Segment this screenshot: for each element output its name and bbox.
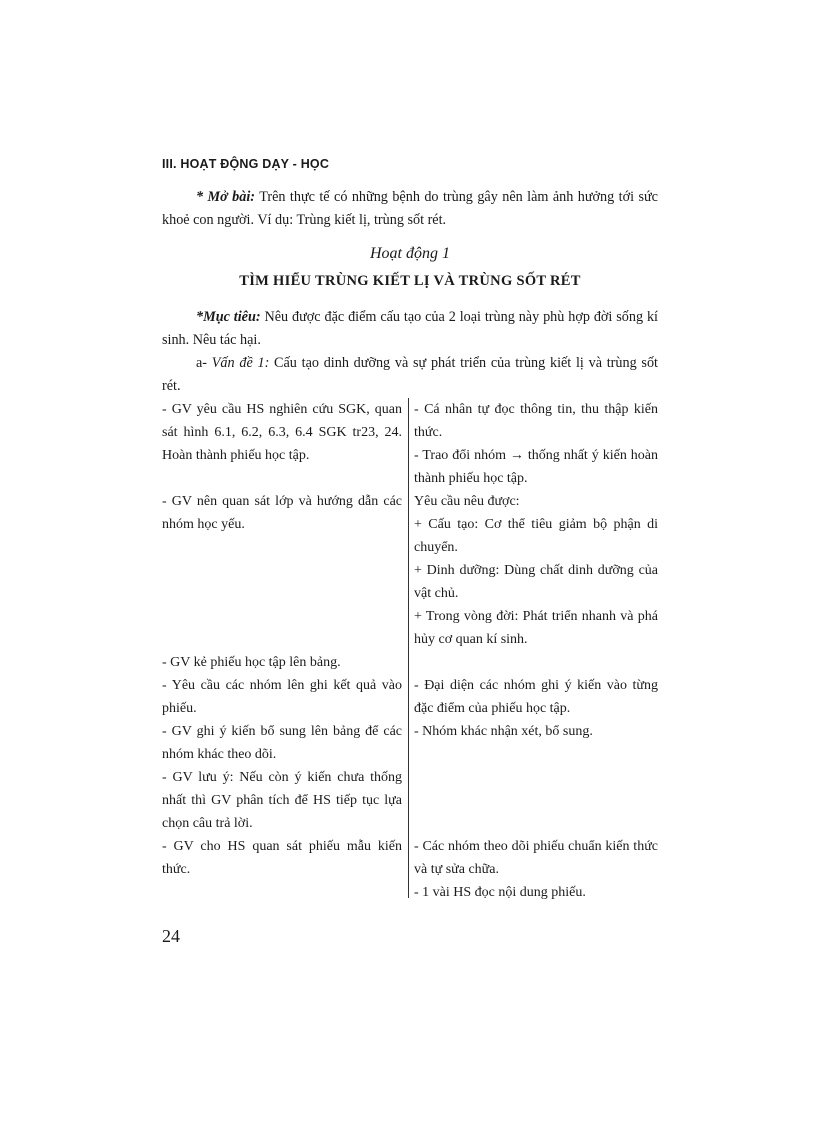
teacher-step-5: - GV ghi ý kiến bổ sung lên bảng để các nhóm khác theo dõi. xyxy=(162,724,402,762)
goal-label: *Mục tiêu: xyxy=(196,309,261,325)
student-step-9: - Các nhóm theo dõi phiếu chuẩn kiến thức và tự sửa chữa. xyxy=(414,839,658,877)
teacher-step-4: - Yêu cầu các nhóm lên ghi kết quả vào phiếu. xyxy=(162,678,402,716)
section-heading: III. HOẠT ĐỘNG DẠY - HỌC xyxy=(162,157,330,171)
student-step-1: - Cá nhân tự đọc thông tin, thu thập kiến thức. xyxy=(414,402,658,440)
teacher-step-3: - GV kẻ phiếu học tập lên bảng. xyxy=(162,655,341,670)
intro-paragraph xyxy=(162,186,658,232)
student-step-3: Yêu cầu nêu được: xyxy=(414,494,520,509)
student-step-8: - Nhóm khác nhận xét, bổ sung. xyxy=(414,724,593,739)
issue-label: Vấn đề 1: xyxy=(211,355,270,371)
intro-text: Trên thực tế có những bệnh do trùng gây nên làm ảnh hưởng tới sức khoẻ con người. Ví dụ: Trùng kiết lị, trùng sốt rét. xyxy=(162,189,658,228)
student-step-4: + Cấu tạo: Cơ thể tiêu giảm bộ phận di chuyển. xyxy=(414,517,658,555)
student-step-10: - 1 vài HS đọc nội dung phiếu. xyxy=(414,885,586,900)
issue-prefix: a- xyxy=(196,355,212,371)
goal-text: Nêu được đặc điểm cấu tạo của 2 loại trùng này phù hợp đời sống kí sinh. Nêu tác hại. xyxy=(162,309,658,348)
intro-label: * Mở bài: xyxy=(196,189,256,205)
teacher-step-1: - GV yêu cầu HS nghiên cứu SGK, quan sát hình 6.1, 6.2, 6.3, 6.4 SGK tr23, 24. Hoàn thành phiếu học tập. xyxy=(162,402,402,463)
goal-paragraph xyxy=(162,306,658,352)
activity-title: Hoạt động 1 xyxy=(370,245,450,262)
student-step-6: + Trong vòng đời: Phát triển nhanh và phá hủy cơ quan kí sinh. xyxy=(414,609,658,647)
teacher-step-6: - GV lưu ý: Nếu còn ý kiến chưa thống nhất thì GV phân tích để HS tiếp tục lựa chọn câu trả lời. xyxy=(162,770,402,831)
issue-paragraph xyxy=(162,352,658,398)
issue-text: Cấu tạo dinh dưỡng và sự phát triển của trùng kiết lị và trùng sốt rét. xyxy=(162,355,658,394)
teacher-step-2: - GV nên quan sát lớp và hướng dẫn các nhóm học yếu. xyxy=(162,494,402,532)
column-divider xyxy=(408,398,409,898)
student-step-2: - Trao đổi nhóm → thống nhất ý kiến hoàn thành phiếu học tập. xyxy=(414,448,658,486)
activity-heading: TÌM HIỂU TRÙNG KIẾT LỊ VÀ TRÙNG SỐT RÉT xyxy=(239,273,581,289)
teacher-step-7: - GV cho HS quan sát phiếu mẫu kiến thức. xyxy=(162,839,402,877)
student-step-5: + Dinh dưỡng: Dùng chất dinh dưỡng của vật chủ. xyxy=(414,563,658,601)
page-number: 24 xyxy=(162,926,180,946)
student-step-7: - Đại diện các nhóm ghi ý kiến vào từng đặc điểm của phiếu học tập. xyxy=(414,678,658,716)
